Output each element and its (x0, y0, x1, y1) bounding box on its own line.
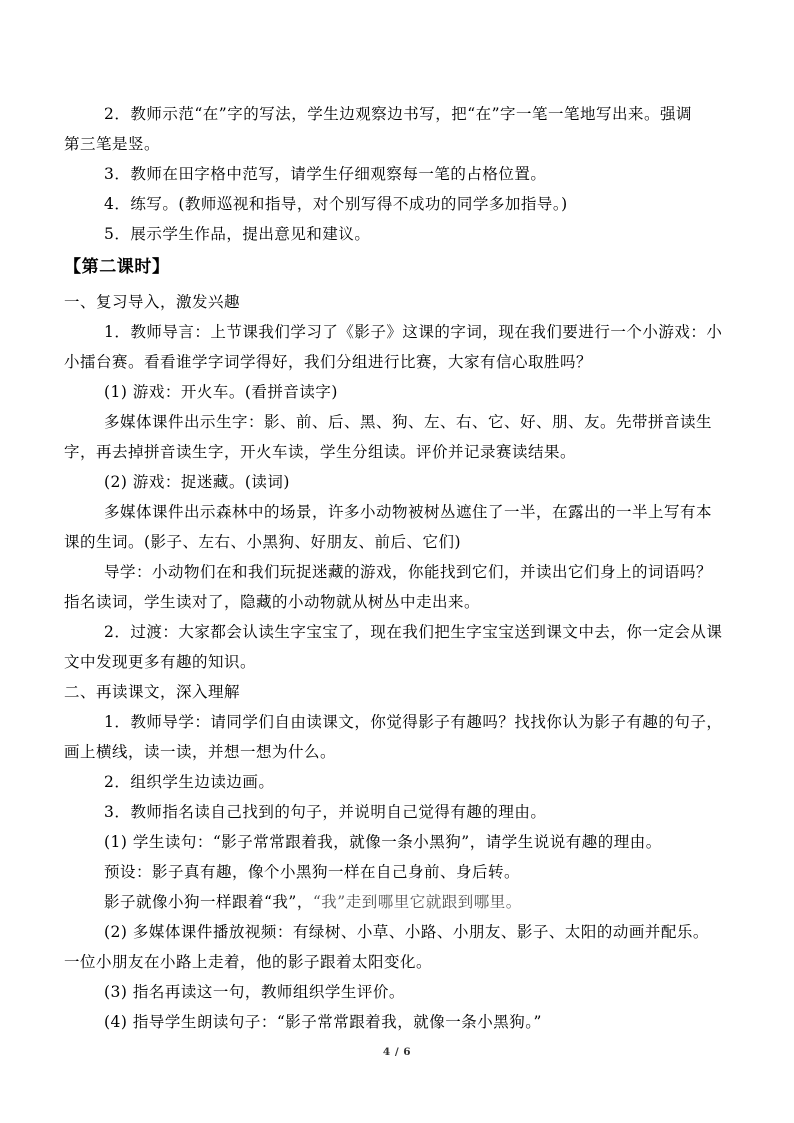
quote-part: 影子就像小狗一样跟着“我”， (104, 893, 313, 911)
paragraph-line: 3．教师在田字格中范写，请学生仔细观察每一笔的占格位置。 (104, 165, 547, 183)
paragraph-line: 课的生词。(影子、左右、小黑狗、好朋友、前后、它们) (64, 533, 462, 551)
quote-part-continued: “我”走到哪里它就跟到哪里。 (312, 893, 522, 911)
paragraph-line: 4．练写。(教师巡视和指导，对个别写得不成功的同学多加指导。) (104, 195, 568, 213)
paragraph-line (104, 892, 732, 912)
paragraph-line: 画上横线，读一读，并想一想为什么。 (64, 743, 337, 761)
paragraph-line: 指名读词，学生读对了，隐藏的小动物就从树丛中走出来。 (64, 593, 481, 611)
subsection-heading: 一、复习导入，激发兴趣 (64, 293, 241, 311)
paragraph-line: (2) 多媒体课件播放视频：有绿树、小草、小路、小朋友、影子、太阳的动画并配乐。 (104, 923, 709, 941)
paragraph-line: 多媒体课件出示森林中的场景，许多小动物被树丛遮住了一半，在露出的一半上写有本 (104, 503, 713, 521)
paragraph-line: 2．教师示范“在”字的写法，学生边观察边书写，把“在”字一笔一笔地写出来。强调 (104, 105, 693, 123)
paragraph-line: 多媒体课件出示生字：影、前、后、黑、狗、左、右、它、好、朋、友。先带拼音读生 (104, 413, 713, 431)
paragraph-line: (1) 游戏：开火车。(看拼音读字) (104, 383, 338, 401)
paragraph-line: 5．展示学生作品，提出意见和建议。 (104, 225, 371, 243)
paragraph-line: 1．教师导学：请同学们自由读课文，你觉得影子有趣吗？找找你认为影子有趣的句子， (104, 713, 723, 731)
paragraph-line: (3) 指名再读这一句，教师组织学生评价。 (104, 983, 405, 1001)
paragraph-line: 第三笔是竖。 (64, 135, 161, 153)
paragraph-line: (2) 游戏：捉迷藏。(读词) (104, 473, 290, 491)
paragraph-line: 预设：影子真有趣，像个小黑狗一样在自己身前、身后转。 (104, 863, 521, 881)
paragraph-line: 1．教师导言：上节课我们学习了《影子》这课的字词，现在我们要进行一个小游戏：小 (104, 323, 723, 341)
paragraph-line: 3．教师指名读自己找到的句子，并说明自己觉得有趣的理由。 (104, 803, 547, 821)
section-heading: 【第二课时】 (64, 257, 170, 277)
paragraph-line: (4) 指导学生朗读句子：“影子常常跟着我，就像一条小黑狗。” (104, 1013, 542, 1031)
paragraph-line: (1) 学生读句：“影子常常跟着我，就像一条小黑狗”，请学生说说有趣的理由。 (104, 833, 662, 851)
paragraph-line: 一位小朋友在小路上走着，他的影子跟着太阳变化。 (64, 953, 433, 971)
paragraph-line: 2．组织学生边读边画。 (104, 773, 275, 791)
paragraph-line: 字，再去掉拼音读生字，开火车读，学生分组读。评价并记录赛读结果。 (64, 443, 577, 461)
subsection-heading: 二、再读课文，深入理解 (64, 683, 241, 701)
page-number: 4 / 6 (382, 1046, 412, 1058)
paragraph-line: 2．过渡：大家都会认读生字宝宝了，现在我们把生字宝宝送到课文中去，你一定会从课 (104, 623, 723, 641)
paragraph-line: 导学：小动物们在和我们玩捉迷藏的游戏，你能找到它们，并读出它们身上的词语吗？ (104, 563, 713, 581)
paragraph-line: 文中发现更多有趣的知识。 (64, 653, 257, 671)
paragraph-line: 小擂台赛。看看谁学字词学得好，我们分组进行比赛，大家有信心取胜吗？ (64, 353, 593, 371)
